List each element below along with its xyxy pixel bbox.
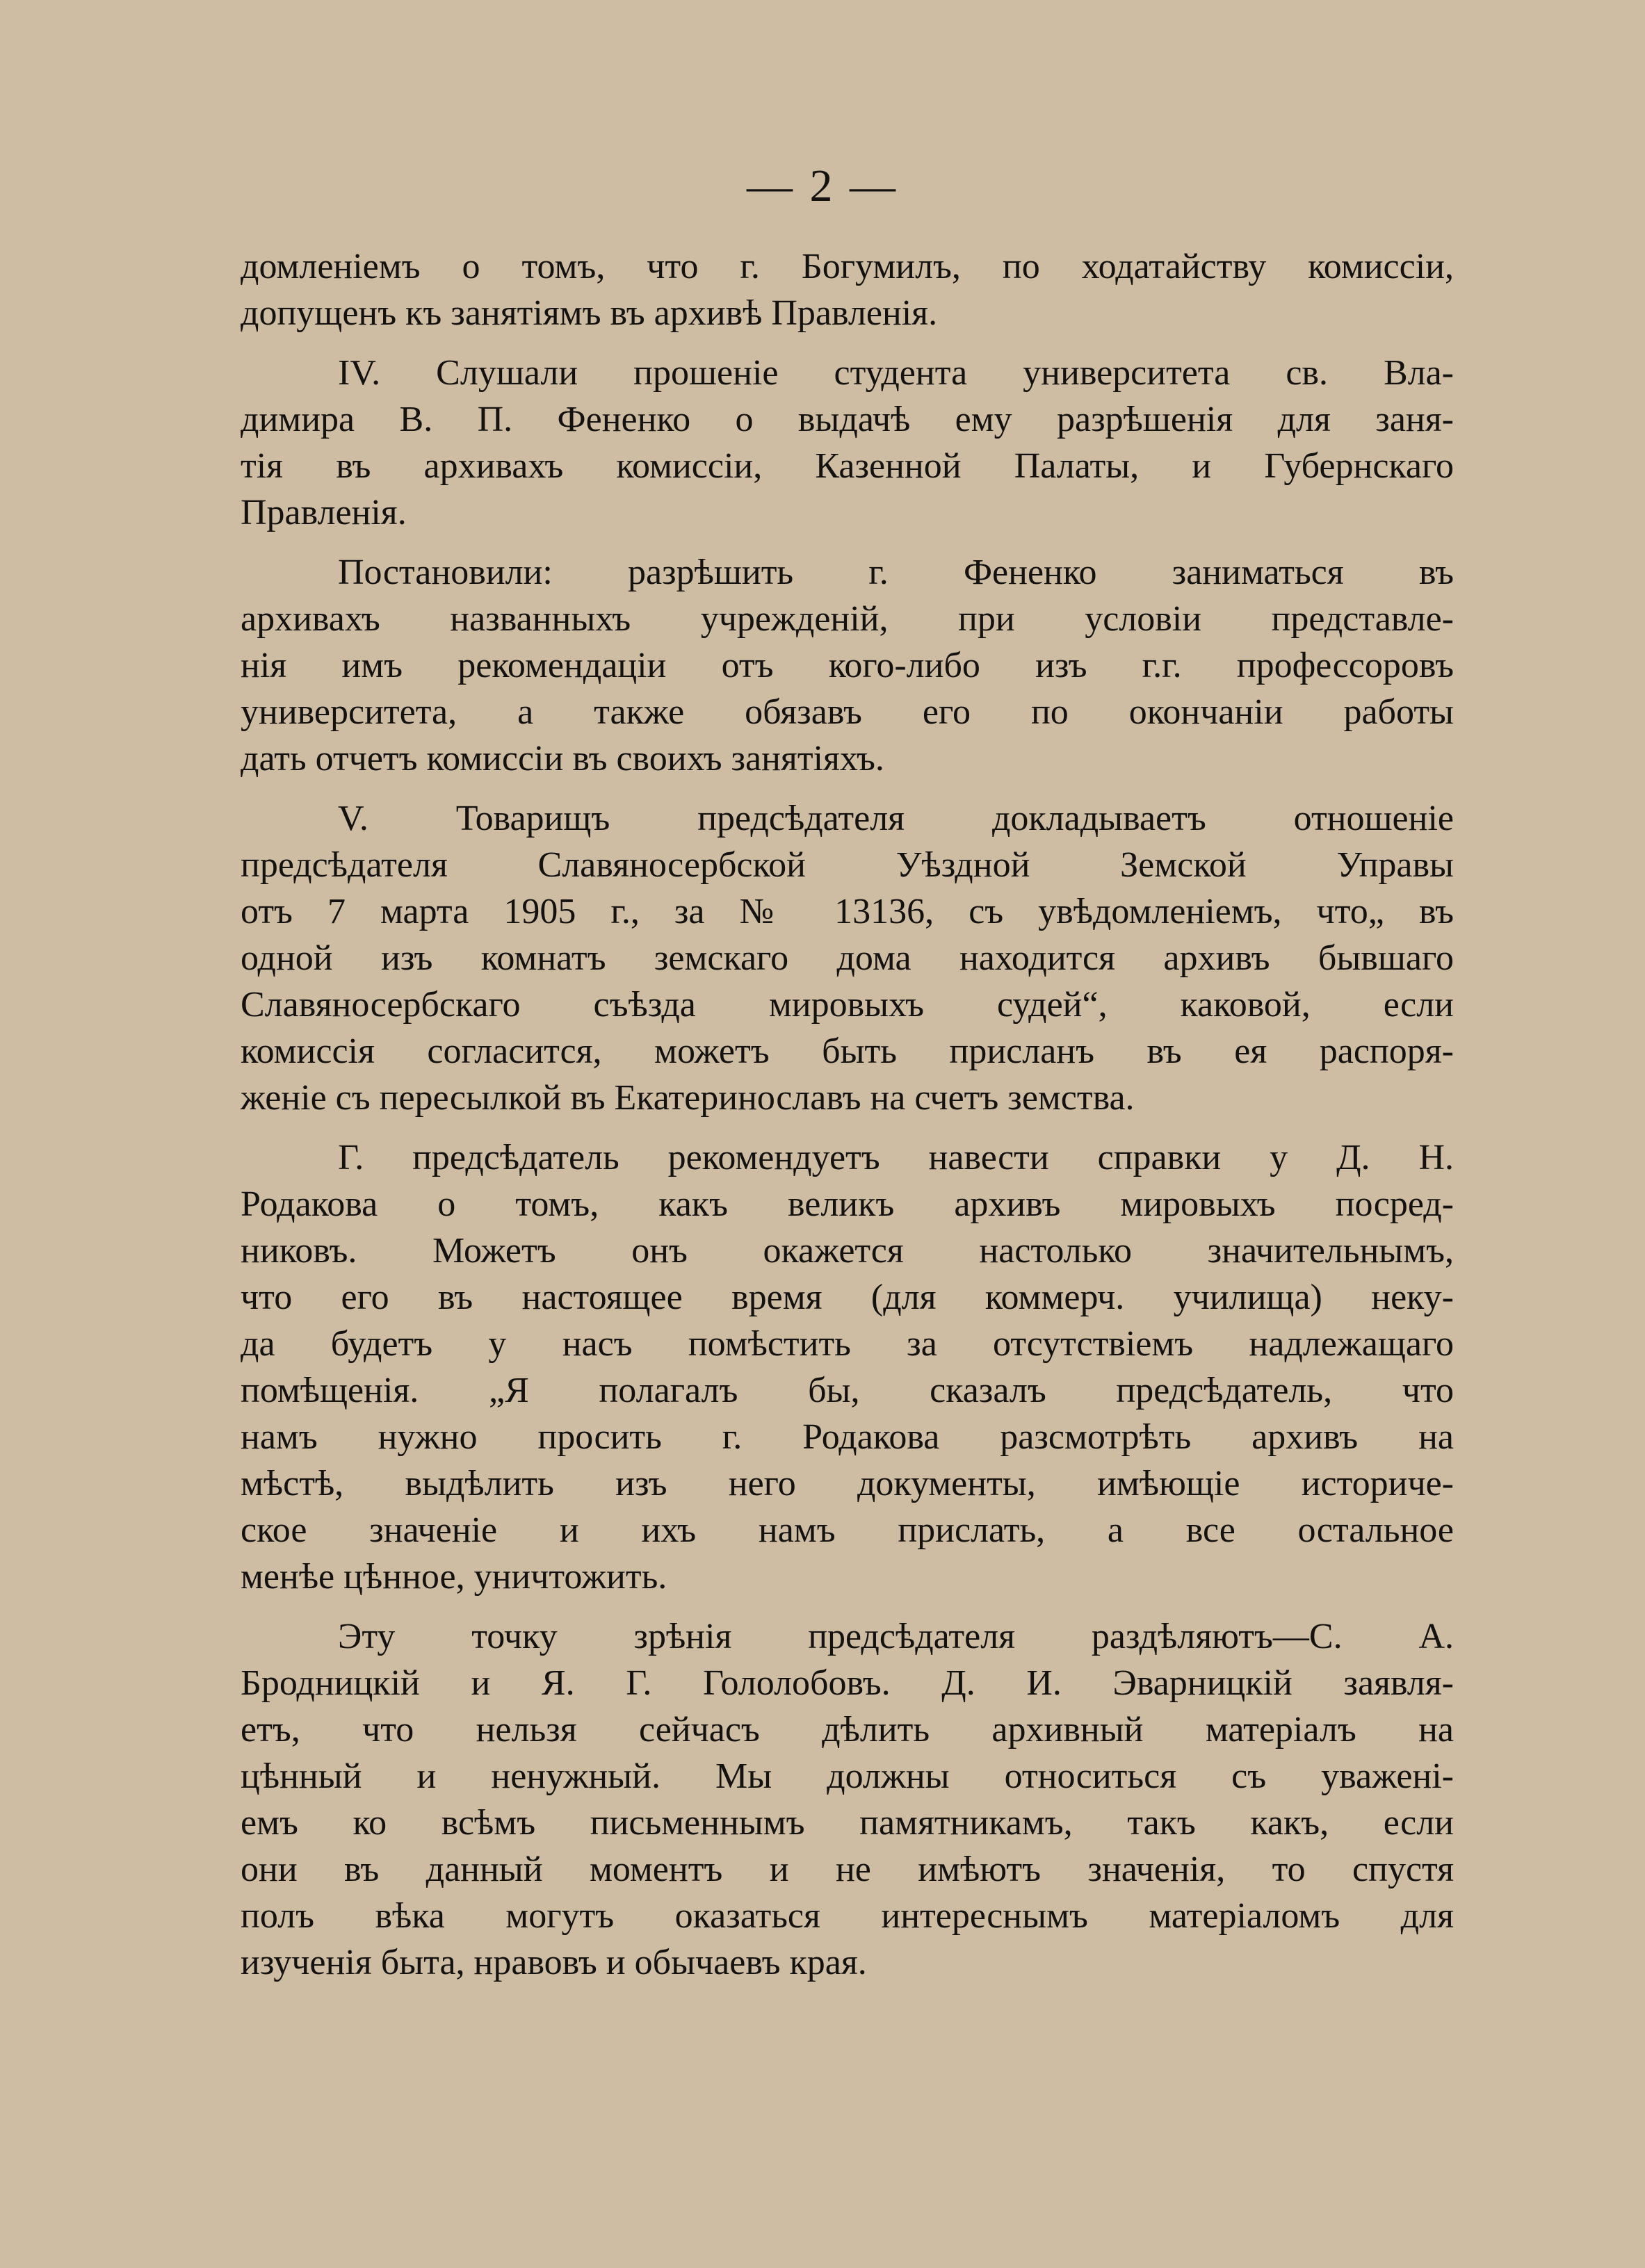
text-line: Славяносербскаго съѣзда мировыхъ судей“, каковой, если: [241, 985, 1454, 1025]
text-line: V. Товарищъ предсѣдателя докладываетъ отношеніе: [338, 799, 1454, 838]
paragraph-gap: [241, 782, 1454, 795]
paragraph-gap: [241, 536, 1454, 549]
text-line: нія имъ рекомендаціи отъ кого-либо изъ г.г. профессоровъ: [241, 646, 1454, 685]
text-line: Постановили: разрѣшить г. Фененко заниматься въ: [338, 553, 1454, 592]
text-line: допущенъ къ занятіямъ въ архивѣ Правленія.: [241, 293, 938, 333]
text-line: комиссія согласится, можетъ быть присланъ въ ея распоря-: [241, 1031, 1454, 1071]
text-line: IV. Слушали прошеніе студента университета св. Вла-: [338, 353, 1454, 393]
body-text: [241, 243, 1454, 1986]
text-line: изученія быта, нравовъ и обычаевъ края.: [241, 1943, 867, 1982]
text-line: Бродницкій и Я. Г. Гололобовъ. Д. И. Эварницкій заявля-: [241, 1663, 1454, 1703]
text-line: намъ нужно просить г. Родакова разсмотрѣть архивъ на: [241, 1417, 1454, 1457]
text-line: домленіемъ о томъ, что г. Богумилъ, по ходатайству комиссіи,: [241, 247, 1454, 286]
text-line: етъ, что нельзя сейчасъ дѣлить архивный матеріалъ на: [241, 1710, 1454, 1749]
text-line: архивахъ названныхъ учрежденій, при условіи представле-: [241, 599, 1454, 639]
paragraph: [241, 1134, 1454, 1600]
text-line: ское значеніе и ихъ намъ прислать, а все остальное: [241, 1510, 1454, 1550]
text-line: менѣе цѣнное, уничтожить.: [241, 1557, 667, 1597]
page-number: — 2 —: [747, 161, 898, 211]
text-line: дать отчетъ комиссіи въ своихъ занятіяхъ.: [241, 739, 884, 778]
text-line: помѣщенія. „Я полагалъ бы, сказалъ предсѣдатель, что: [241, 1371, 1454, 1410]
text-line: емъ ко всѣмъ письменнымъ памятникамъ, такъ какъ, если: [241, 1803, 1454, 1843]
text-line: Эту точку зрѣнія предсѣдателя раздѣляютъ—С. А.: [338, 1617, 1454, 1656]
paragraph: [241, 549, 1454, 782]
text-line: Г. предсѣдатель рекомендуетъ навести справки у Д. Н.: [338, 1138, 1454, 1177]
text-line: никовъ. Можетъ онъ окажется настолько значительнымъ,: [241, 1231, 1454, 1271]
text-line: Родакова о томъ, какъ великъ архивъ мировыхъ посред-: [241, 1184, 1454, 1224]
text-line: предсѣдателя Славяносербской Уѣздной Земской Управы: [241, 845, 1454, 885]
text-line: тія въ архивахъ комиссіи, Казенной Палаты, и Губернскаго: [241, 446, 1454, 486]
text-line: что его въ настоящее время (для коммерч. училища) неку-: [241, 1278, 1454, 1317]
text-line: да будетъ у насъ помѣстить за отсутствіемъ надлежащаго: [241, 1324, 1454, 1364]
paragraph-gap: [241, 1600, 1454, 1613]
paragraph-gap: [241, 336, 1454, 350]
text-line: полъ вѣка могутъ оказаться интереснымъ матеріаломъ для: [241, 1896, 1454, 1936]
text-line: университета, а также обязавъ его по окончаніи работы: [241, 692, 1454, 732]
text-line: димира В. П. Фененко о выдачѣ ему разрѣшенія для заня-: [241, 400, 1454, 439]
paragraph: [241, 350, 1454, 536]
text-line: Правленія.: [241, 493, 407, 532]
paragraph: [241, 243, 1454, 336]
text-line: они въ данный моментъ и не имѣютъ значенія, то спустя: [241, 1850, 1454, 1889]
text-line: отъ 7 марта 1905 г., за № 13136, съ увѣдомленіемъ, что„ въ: [241, 892, 1454, 931]
text-line: одной изъ комнатъ земскаго дома находится архивъ бывшаго: [241, 938, 1454, 978]
paragraph-gap: [241, 1121, 1454, 1134]
paragraph: [241, 795, 1454, 1121]
text-line: мѣстѣ, выдѣлить изъ него документы, имѣющіе историче-: [241, 1464, 1454, 1503]
paragraph: [241, 1613, 1454, 1986]
text-line: цѣнный и ненужный. Мы должны относиться съ уважені-: [241, 1756, 1454, 1796]
text-line: женіе съ пересылкой въ Екатеринославъ на счетъ земства.: [241, 1078, 1135, 1118]
